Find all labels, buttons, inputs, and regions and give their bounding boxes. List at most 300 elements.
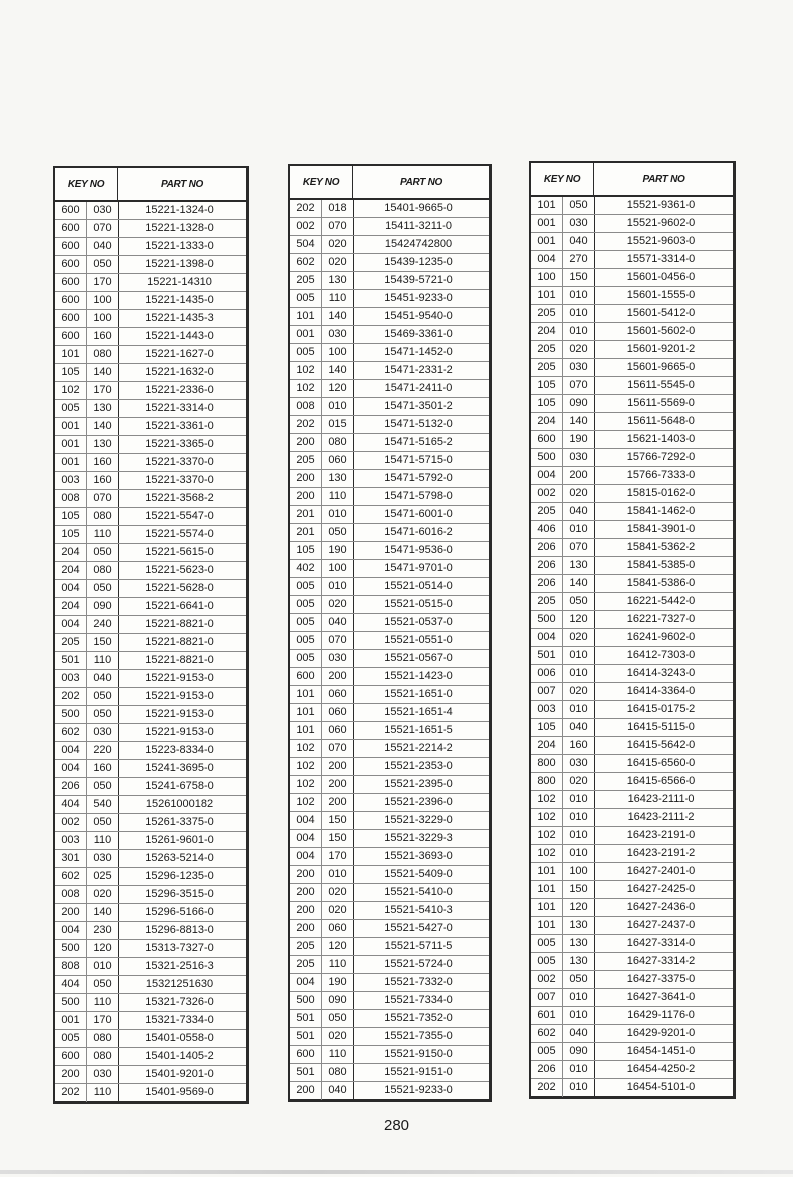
table-row (531, 719, 733, 737)
table-row (531, 809, 733, 827)
key-item-cell: 140 (563, 575, 595, 592)
key-item-cell: 070 (87, 490, 119, 507)
table-header (290, 166, 489, 200)
key-item-cell: 070 (322, 218, 354, 235)
key-item-cell: 050 (87, 580, 119, 597)
table-row (531, 665, 733, 683)
key-group-cell: 200 (55, 1066, 87, 1083)
key-group-cell: 105 (531, 719, 563, 736)
table-row (55, 220, 246, 238)
table-row (55, 886, 246, 904)
table-row (290, 884, 489, 902)
table-header (531, 163, 733, 197)
key-item-cell: 160 (87, 328, 119, 345)
part-number-cell: 15221-3370-0 (145, 456, 214, 468)
table-row (55, 814, 246, 832)
part-number-cell: 15221-3568-2 (145, 492, 214, 504)
part-number-cell: 15221-1333-0 (145, 240, 214, 252)
part-number-cell: 15221-1443-0 (145, 330, 214, 342)
table-row (531, 935, 733, 953)
key-group-cell: 101 (290, 686, 322, 703)
table-row (290, 668, 489, 686)
part-number-cell: 15401-0558-0 (145, 1032, 214, 1044)
part-number-cell: 15261000182 (145, 798, 214, 810)
part-number-cell: 15221-1398-0 (145, 258, 214, 270)
key-item-cell: 100 (87, 310, 119, 327)
table-row (55, 1030, 246, 1048)
key-group-cell: 005 (290, 614, 322, 631)
table-header (55, 168, 246, 202)
key-group-cell: 500 (290, 992, 322, 1009)
key-item-cell: 010 (563, 845, 595, 862)
part-number-cell: 16427-3314-0 (626, 937, 696, 949)
key-group-cell: 808 (55, 958, 87, 975)
table-row (290, 992, 489, 1010)
key-group-cell: 008 (55, 490, 87, 507)
table-row (55, 364, 246, 382)
header-part-no: PART NO (400, 176, 442, 188)
key-item-cell: 020 (322, 254, 354, 271)
part-number-cell: 15521-2395-0 (384, 778, 453, 790)
part-number-cell: 15411-3211-0 (385, 220, 452, 232)
key-group-cell: 205 (531, 503, 563, 520)
parts-table-middle (288, 164, 492, 1102)
part-number-cell: 15321-7334-0 (145, 1014, 214, 1026)
key-item-cell: 040 (87, 238, 119, 255)
table-row (55, 760, 246, 778)
key-group-cell: 101 (531, 899, 563, 916)
part-number-cell: 15601-5602-0 (626, 325, 696, 337)
part-number-cell: 15521-3229-3 (384, 832, 453, 844)
part-number-cell: 15521-5724-0 (384, 958, 453, 970)
key-item-cell: 080 (322, 1064, 354, 1081)
key-item-cell: 190 (322, 974, 354, 991)
parts-table-right (529, 161, 736, 1099)
table-row (55, 202, 246, 220)
key-group-cell: 003 (55, 832, 87, 849)
part-number-cell: 15221-5623-0 (145, 564, 214, 576)
page-number: 280 (383, 1117, 410, 1134)
part-number-cell: 15221-5628-0 (145, 582, 214, 594)
part-number-cell: 15471-2411-0 (384, 382, 453, 394)
table-row (55, 706, 246, 724)
table-row (290, 308, 489, 326)
table-row (531, 953, 733, 971)
part-number-cell: 15221-14310 (147, 276, 212, 288)
key-item-cell: 040 (563, 719, 595, 736)
key-item-cell: 100 (322, 344, 354, 361)
key-item-cell: 020 (322, 884, 354, 901)
key-group-cell: 206 (55, 778, 87, 795)
table-row (55, 1066, 246, 1084)
key-group-cell: 004 (531, 629, 563, 646)
part-number-cell: 15313-7327-0 (145, 942, 214, 954)
table-row (531, 827, 733, 845)
table-row (290, 938, 489, 956)
part-number-cell: 15451-9233-0 (384, 292, 453, 304)
table-row (55, 652, 246, 670)
key-item-cell: 120 (322, 938, 354, 955)
part-number-cell: 15815-0162-0 (626, 487, 696, 499)
key-group-cell: 004 (55, 616, 87, 633)
part-number-cell: 16427-3375-0 (626, 973, 696, 985)
key-item-cell: 110 (322, 956, 354, 973)
key-group-cell: 003 (55, 472, 87, 489)
key-group-cell: 005 (290, 290, 322, 307)
key-group-cell: 800 (531, 773, 563, 790)
part-number-cell: 15221-2336-0 (145, 384, 214, 396)
key-item-cell: 140 (322, 362, 354, 379)
key-item-cell: 090 (563, 395, 595, 412)
part-number-cell: 15221-3365-0 (145, 438, 214, 450)
key-group-cell: 004 (531, 467, 563, 484)
key-item-cell: 100 (322, 560, 354, 577)
table-row (531, 755, 733, 773)
part-number-cell: 15471-5165-2 (384, 436, 453, 448)
part-number-cell: 15521-1651-4 (384, 706, 453, 718)
key-group-cell: 500 (531, 449, 563, 466)
key-group-cell: 002 (531, 485, 563, 502)
key-group-cell: 002 (55, 814, 87, 831)
table-row (290, 200, 489, 218)
key-group-cell: 500 (55, 994, 87, 1011)
key-group-cell: 005 (290, 344, 322, 361)
key-item-cell: 110 (87, 1084, 119, 1102)
key-group-cell: 102 (531, 791, 563, 808)
key-group-cell: 600 (55, 256, 87, 273)
key-group-cell: 105 (55, 364, 87, 381)
key-group-cell: 004 (290, 848, 322, 865)
table-row (290, 434, 489, 452)
part-number-cell: 15521-0537-0 (384, 616, 453, 628)
key-group-cell: 105 (531, 377, 563, 394)
part-number-cell: 15521-7352-0 (384, 1012, 453, 1024)
part-number-cell: 15521-1423-0 (384, 670, 453, 682)
key-group-cell: 201 (290, 524, 322, 541)
table-row (531, 971, 733, 989)
key-group-cell: 602 (55, 868, 87, 885)
key-group-cell: 200 (290, 920, 322, 937)
key-group-cell: 002 (290, 218, 322, 235)
part-number-cell: 15221-9153-0 (145, 690, 214, 702)
key-group-cell: 003 (55, 670, 87, 687)
part-number-cell: 15521-0515-0 (384, 598, 453, 610)
table-row (531, 503, 733, 521)
key-item-cell: 070 (322, 740, 354, 757)
key-group-cell: 002 (531, 971, 563, 988)
key-group-cell: 501 (290, 1010, 322, 1027)
part-number-cell: 15471-9536-0 (384, 544, 453, 556)
key-item-cell: 040 (563, 1025, 595, 1042)
key-item-cell: 020 (563, 773, 595, 790)
table-row (55, 292, 246, 310)
part-number-cell: 16423-2191-2 (626, 847, 696, 859)
part-number-cell: 15401-9665-0 (384, 202, 453, 214)
key-item-cell: 080 (322, 434, 354, 451)
part-number-cell: 15221-1435-3 (145, 312, 214, 324)
part-number-cell: 15261-9601-0 (145, 834, 214, 846)
key-item-cell: 070 (563, 539, 595, 556)
table-row (55, 328, 246, 346)
part-number-cell: 15841-5385-0 (626, 559, 696, 571)
table-row (290, 830, 489, 848)
key-item-cell: 030 (563, 449, 595, 466)
table-row (531, 1079, 733, 1097)
table-row (531, 773, 733, 791)
key-item-cell: 170 (87, 274, 119, 291)
key-item-cell: 010 (563, 647, 595, 664)
key-item-cell: 170 (87, 1012, 119, 1029)
key-group-cell: 600 (290, 668, 322, 685)
table-row (290, 596, 489, 614)
part-number-cell: 15221-5547-0 (145, 510, 214, 522)
part-number-cell: 16427-2437-0 (626, 919, 696, 931)
key-group-cell: 101 (531, 917, 563, 934)
key-item-cell: 130 (563, 917, 595, 934)
key-group-cell: 005 (531, 935, 563, 952)
key-item-cell: 090 (322, 992, 354, 1009)
part-number-cell: 16415-6560-0 (626, 757, 696, 769)
key-item-cell: 020 (322, 236, 354, 253)
part-number-cell: 15451-9540-0 (384, 310, 453, 322)
key-item-cell: 160 (87, 454, 119, 471)
key-group-cell: 600 (531, 431, 563, 448)
part-number-cell: 15401-9201-0 (145, 1068, 214, 1080)
table-row (55, 454, 246, 472)
table-row (531, 629, 733, 647)
table-row (531, 197, 733, 215)
table-row (55, 832, 246, 850)
key-item-cell: 130 (563, 953, 595, 970)
part-number-cell: 15521-5427-0 (384, 922, 453, 934)
key-group-cell: 008 (290, 398, 322, 415)
key-item-cell: 040 (322, 1082, 354, 1100)
key-group-cell: 102 (290, 758, 322, 775)
key-item-cell: 010 (563, 827, 595, 844)
table-row (55, 670, 246, 688)
key-item-cell: 110 (322, 1046, 354, 1063)
part-number-cell: 15471-6001-0 (384, 508, 453, 520)
key-item-cell: 040 (563, 503, 595, 520)
key-item-cell: 010 (563, 1007, 595, 1024)
part-number-cell: 15221-9153-0 (145, 708, 214, 720)
part-number-cell: 16427-2436-0 (626, 901, 696, 913)
key-item-cell: 070 (322, 632, 354, 649)
part-number-cell: 15601-5412-0 (626, 307, 696, 319)
table-row (531, 305, 733, 323)
table-row (531, 593, 733, 611)
table-row (55, 634, 246, 652)
part-number-cell: 15439-1235-0 (384, 256, 453, 268)
key-item-cell: 270 (563, 251, 595, 268)
key-item-cell: 050 (87, 778, 119, 795)
key-group-cell: 100 (531, 269, 563, 286)
part-number-cell: 16429-9201-0 (626, 1027, 696, 1039)
table-row (290, 488, 489, 506)
key-item-cell: 150 (322, 812, 354, 829)
key-group-cell: 004 (290, 812, 322, 829)
key-group-cell: 102 (290, 794, 322, 811)
key-group-cell: 600 (55, 220, 87, 237)
table-row (531, 647, 733, 665)
part-number-cell: 15221-6641-0 (145, 600, 214, 612)
table-row (290, 1082, 489, 1100)
key-group-cell: 001 (55, 1012, 87, 1029)
part-number-cell: 15521-7334-0 (384, 994, 453, 1006)
key-item-cell: 120 (563, 899, 595, 916)
part-number-cell: 15296-5166-0 (145, 906, 214, 918)
table-row (531, 287, 733, 305)
key-group-cell: 004 (55, 760, 87, 777)
key-item-cell: 050 (322, 524, 354, 541)
key-group-cell: 600 (55, 238, 87, 255)
table-row (55, 796, 246, 814)
table-row (531, 557, 733, 575)
key-item-cell: 040 (87, 670, 119, 687)
table-row (531, 539, 733, 557)
part-number-cell: 15521-9602-0 (626, 217, 696, 229)
part-number-cell: 15521-9603-0 (626, 235, 696, 247)
key-item-cell: 200 (322, 776, 354, 793)
key-group-cell: 204 (531, 737, 563, 754)
part-number-cell: 15241-6758-0 (145, 780, 214, 792)
key-item-cell: 190 (563, 431, 595, 448)
header-part-no: PART NO (161, 178, 203, 190)
table-row (531, 251, 733, 269)
part-number-cell: 16423-2111-2 (627, 811, 695, 823)
table-row (55, 418, 246, 436)
key-item-cell: 090 (563, 1043, 595, 1060)
table-row (531, 449, 733, 467)
part-number-cell: 16241-9602-0 (626, 631, 696, 643)
part-number-cell: 15521-7332-0 (384, 976, 453, 988)
key-group-cell: 101 (290, 308, 322, 325)
part-number-cell: 15221-5574-0 (145, 528, 214, 540)
part-number-cell: 15424742800 (384, 238, 453, 250)
key-group-cell: 504 (290, 236, 322, 253)
table-row (290, 542, 489, 560)
table-row (55, 274, 246, 292)
key-item-cell: 020 (563, 485, 595, 502)
part-number-cell: 16423-2191-0 (626, 829, 696, 841)
part-number-cell: 16454-1451-0 (626, 1045, 696, 1057)
part-number-cell: 16414-3243-0 (626, 667, 696, 679)
key-group-cell: 204 (531, 413, 563, 430)
key-item-cell: 150 (563, 881, 595, 898)
table-row (290, 344, 489, 362)
key-item-cell: 040 (322, 614, 354, 631)
key-item-cell: 050 (87, 976, 119, 993)
key-group-cell: 005 (531, 1043, 563, 1060)
table-row (290, 686, 489, 704)
part-number-cell: 15471-5798-0 (384, 490, 453, 502)
table-row (290, 920, 489, 938)
key-item-cell: 020 (563, 683, 595, 700)
header-key-no: KEY NO (55, 168, 118, 200)
key-item-cell: 030 (87, 1066, 119, 1083)
key-item-cell: 200 (563, 467, 595, 484)
key-group-cell: 202 (55, 1084, 87, 1102)
key-group-cell: 404 (55, 796, 87, 813)
table-row (55, 976, 246, 994)
table-row (55, 346, 246, 364)
key-group-cell: 205 (531, 341, 563, 358)
key-item-cell: 010 (563, 701, 595, 718)
key-group-cell: 600 (290, 1046, 322, 1063)
table-row (55, 904, 246, 922)
key-item-cell: 070 (563, 377, 595, 394)
table-row (531, 269, 733, 287)
part-number-cell: 15261-3375-0 (145, 816, 214, 828)
key-item-cell: 030 (563, 215, 595, 232)
key-item-cell: 110 (322, 488, 354, 505)
table-row (531, 395, 733, 413)
key-item-cell: 050 (322, 1010, 354, 1027)
key-group-cell: 200 (290, 470, 322, 487)
table-row (531, 215, 733, 233)
key-item-cell: 170 (322, 848, 354, 865)
part-number-cell: 15221-1435-0 (145, 294, 214, 306)
key-group-cell: 004 (290, 974, 322, 991)
key-group-cell: 005 (55, 1030, 87, 1047)
part-number-cell: 15221-9153-0 (145, 672, 214, 684)
part-number-cell: 15221-5615-0 (145, 546, 214, 558)
part-number-cell: 15521-5711-5 (384, 940, 453, 952)
key-group-cell: 001 (531, 233, 563, 250)
table-row (55, 922, 246, 940)
key-group-cell: 204 (55, 598, 87, 615)
key-group-cell: 501 (290, 1028, 322, 1045)
part-number-cell: 16427-3314-2 (626, 955, 696, 967)
table-row (290, 470, 489, 488)
table-row (531, 575, 733, 593)
key-item-cell: 050 (563, 593, 595, 610)
part-number-cell: 15321251630 (145, 978, 214, 990)
part-number-cell: 15221-1324-0 (145, 204, 214, 216)
key-item-cell: 140 (322, 308, 354, 325)
key-item-cell: 190 (322, 542, 354, 559)
key-item-cell: 010 (563, 791, 595, 808)
key-item-cell: 140 (87, 364, 119, 381)
key-group-cell: 001 (531, 215, 563, 232)
table-row (531, 1061, 733, 1079)
part-number-cell: 15841-5386-0 (626, 577, 696, 589)
table-row (531, 863, 733, 881)
table-row (55, 598, 246, 616)
table-row (55, 742, 246, 760)
key-group-cell: 005 (531, 953, 563, 970)
table-row (531, 881, 733, 899)
key-group-cell: 202 (55, 688, 87, 705)
key-group-cell: 500 (531, 611, 563, 628)
part-number-cell: 16415-5115-0 (627, 721, 695, 733)
part-number-cell: 15401-1405-2 (145, 1050, 214, 1062)
table-row (55, 508, 246, 526)
key-group-cell: 007 (531, 989, 563, 1006)
key-item-cell: 150 (563, 269, 595, 286)
table-row (290, 740, 489, 758)
key-group-cell: 206 (531, 575, 563, 592)
key-item-cell: 080 (87, 1048, 119, 1065)
key-item-cell: 130 (322, 470, 354, 487)
part-number-cell: 15221-3314-0 (145, 402, 214, 414)
part-number-cell: 15611-5545-0 (627, 379, 695, 391)
key-item-cell: 150 (87, 634, 119, 651)
part-number-cell: 15401-9569-0 (145, 1086, 214, 1098)
table-row (290, 452, 489, 470)
table-row (290, 272, 489, 290)
table-row (290, 866, 489, 884)
